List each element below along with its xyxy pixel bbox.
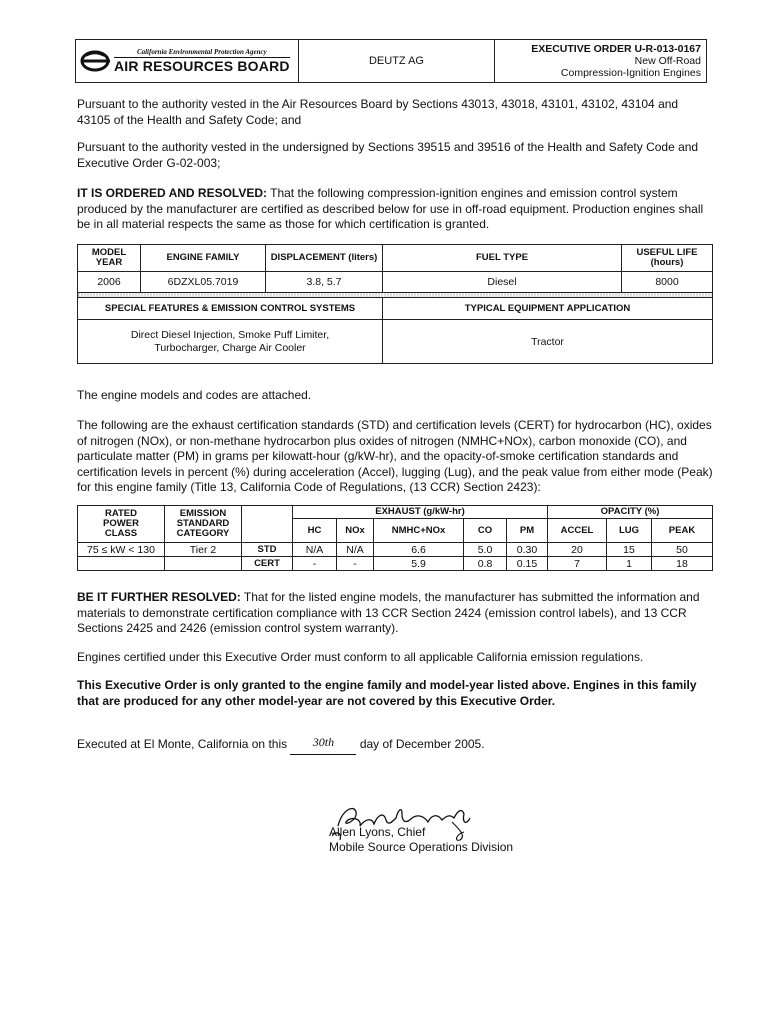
order-number-cell (495, 40, 707, 83)
th-accel: ACCEL (548, 519, 607, 543)
emission-standards-table (77, 505, 713, 571)
cert-nmhc-nox: 5.9 (374, 557, 464, 571)
th-nox: NOx (337, 519, 374, 543)
paragraph-model-year-limit: This Executive Order is only granted to the engine family and model-year listed above. Engines in this family that are produced for any other model-year are not covered by this Executive Order. (77, 678, 697, 708)
std-row (78, 543, 713, 557)
cert-accel: 7 (548, 557, 607, 571)
th-blank (242, 506, 293, 543)
cell-cert-label: CERT (242, 557, 293, 571)
cell-power-class: 75 ≤ kW < 130 (78, 543, 165, 557)
std-accel: 20 (548, 543, 607, 557)
further-resolved-body: That for the listed engine models, the manufacturer has submitted the information and materials to demonstrate certification compliance with 13 CCR Section 2424 (emission control labels), and 13 CCR Sections 2425 and 2426 (emission control system warranty). (77, 590, 700, 635)
th-peak: PEAK (652, 519, 713, 543)
cell-special-features (78, 320, 383, 364)
th-engine-family: ENGINE FAMILY (141, 245, 266, 272)
std-hc: N/A (293, 543, 337, 557)
paragraph-authority-arb: Pursuant to the authority vested in the Air Resources Board by Sections 43013, 43018, 43101, 43102, 43104 and 43105 of the Health and Safety Code; and (77, 97, 679, 127)
arb-logo-icon (80, 50, 112, 72)
cert-pm: 0.15 (507, 557, 548, 571)
th-special-features: SPECIAL FEATURES & EMISSION CONTROL SYSTEMS (78, 298, 383, 320)
paragraph-authority-undersigned: Pursuant to the authority vested in the undersigned by Sections 39515 and 39516 of the Health and Safety Code and Executive Order G-02-003; (77, 140, 699, 170)
board-name: AIR RESOURCES BOARD (114, 58, 290, 74)
th-displacement: DISPLACEMENT (liters) (266, 245, 383, 272)
executed-prefix: Executed at El Monte, California on this (77, 737, 288, 751)
cell-category: Tier 2 (165, 543, 242, 557)
document-header (75, 39, 707, 83)
signer-block (315, 825, 513, 855)
cell-engine-family: 6DZXL05.7019 (141, 272, 266, 293)
order-subtitle-1: New Off-Road (634, 55, 701, 67)
paragraph-certification-standards: The following are the exhaust certification standards (STD) and certification levels (CERT) for hydrocarbon (HC), oxides of nitrogen (NOx), or non-methane hydrocarbon plus oxides of nitrogen (NMHC+NOx), carbon monoxide (CO), and particulate matter (PM) in grams per kilowatt-hour (g/kW-hr), and the opacity-of-smoke certification standards and certification levels in percent (%) during acceleration (Accel), lugging (Lug), and the peak value from either mode (Peak) for this engine family (Title 13, California Code of Regulations, (13 CCR) Section 2423): (77, 418, 713, 494)
cell-model-year: 2006 (78, 272, 141, 293)
executed-day-blank (290, 735, 356, 755)
manufacturer-name: DEUTZ AG (299, 40, 495, 83)
th-hc: HC (293, 519, 337, 543)
engine-family-table (77, 244, 713, 364)
executed-line (77, 737, 713, 754)
th-fuel-type: FUEL TYPE (383, 245, 622, 272)
th-exhaust: EXHAUST (g/kW-hr) (293, 506, 548, 519)
th-pm: PM (507, 519, 548, 543)
arb-logo-cell (76, 40, 299, 83)
std-pm: 0.30 (507, 543, 548, 557)
th-emission-category-2: STANDARD (176, 518, 230, 529)
th-co: CO (464, 519, 507, 543)
std-co: 5.0 (464, 543, 507, 557)
paragraph-conform: Engines certified under this Executive Order must conform to all applicable California emission regulations. (77, 650, 644, 664)
special-features-line-2: Turbocharger, Charge Air Cooler (154, 341, 306, 354)
cell-fuel-type: Diesel (383, 272, 622, 293)
paragraph-ordered (77, 186, 713, 233)
paragraph-models-attached: The engine models and codes are attached. (77, 388, 312, 402)
ordered-body: That the following compression-ignition engines and emission control system produced by the manufacturer are certified as described below for use in off-road equipment. Production engines shall be in all material respects the same as those for which certification is granted. (77, 186, 704, 231)
cert-co: 0.8 (464, 557, 507, 571)
signer-division: Mobile Source Operations Division (329, 840, 514, 854)
th-rated-power (78, 506, 165, 543)
cert-row (78, 557, 713, 571)
executed-suffix: day of December 2005. (359, 737, 485, 751)
cell-useful-life: 8000 (622, 272, 713, 293)
th-useful-life: USEFUL LIFE (hours) (622, 245, 713, 272)
cell-category-empty (165, 557, 242, 571)
th-rated-power-2: POWER (103, 518, 139, 529)
th-equipment-application: TYPICAL EQUIPMENT APPLICATION (383, 298, 713, 320)
cert-hc: - (293, 557, 337, 571)
th-opacity: OPACITY (%) (548, 506, 713, 519)
th-rated-power-3: CLASS (104, 528, 138, 539)
cert-lug: 1 (607, 557, 652, 571)
executed-day: 30th (312, 735, 335, 749)
cert-peak: 18 (652, 557, 713, 571)
std-nmhc-nox: 6.6 (374, 543, 464, 557)
cell-equipment-application: Tractor (383, 320, 713, 364)
order-number: EXECUTIVE ORDER U-R-013-0167 (531, 43, 701, 55)
cert-nox: - (337, 557, 374, 571)
th-model-year: MODEL YEAR (78, 245, 141, 272)
further-resolved-lead: BE IT FURTHER RESOLVED: (77, 590, 241, 604)
cell-std-label: STD (242, 543, 293, 557)
th-nmhc-nox: NMHC+NOx (374, 519, 464, 543)
order-subtitle-2: Compression-Ignition Engines (560, 67, 701, 79)
th-lug: LUG (607, 519, 652, 543)
th-emission-category (165, 506, 242, 543)
std-peak: 50 (652, 543, 713, 557)
ordered-lead: IT IS ORDERED AND RESOLVED: (77, 186, 268, 200)
std-lug: 15 (607, 543, 652, 557)
agency-name: California Environmental Protection Agency (114, 48, 290, 58)
special-features-line-1: Direct Diesel Injection, Smoke Puff Limiter, (130, 328, 330, 341)
signer-name: Allen Lyons, Chief (329, 825, 426, 839)
std-nox: N/A (337, 543, 374, 557)
th-emission-category-1: EMISSION (179, 508, 227, 519)
cell-displacement: 3.8, 5.7 (266, 272, 383, 293)
th-emission-category-3: CATEGORY (176, 528, 230, 539)
paragraph-further-resolved (77, 590, 713, 637)
th-rated-power-1: RATED (104, 508, 138, 519)
cell-power-class-empty (78, 557, 165, 571)
